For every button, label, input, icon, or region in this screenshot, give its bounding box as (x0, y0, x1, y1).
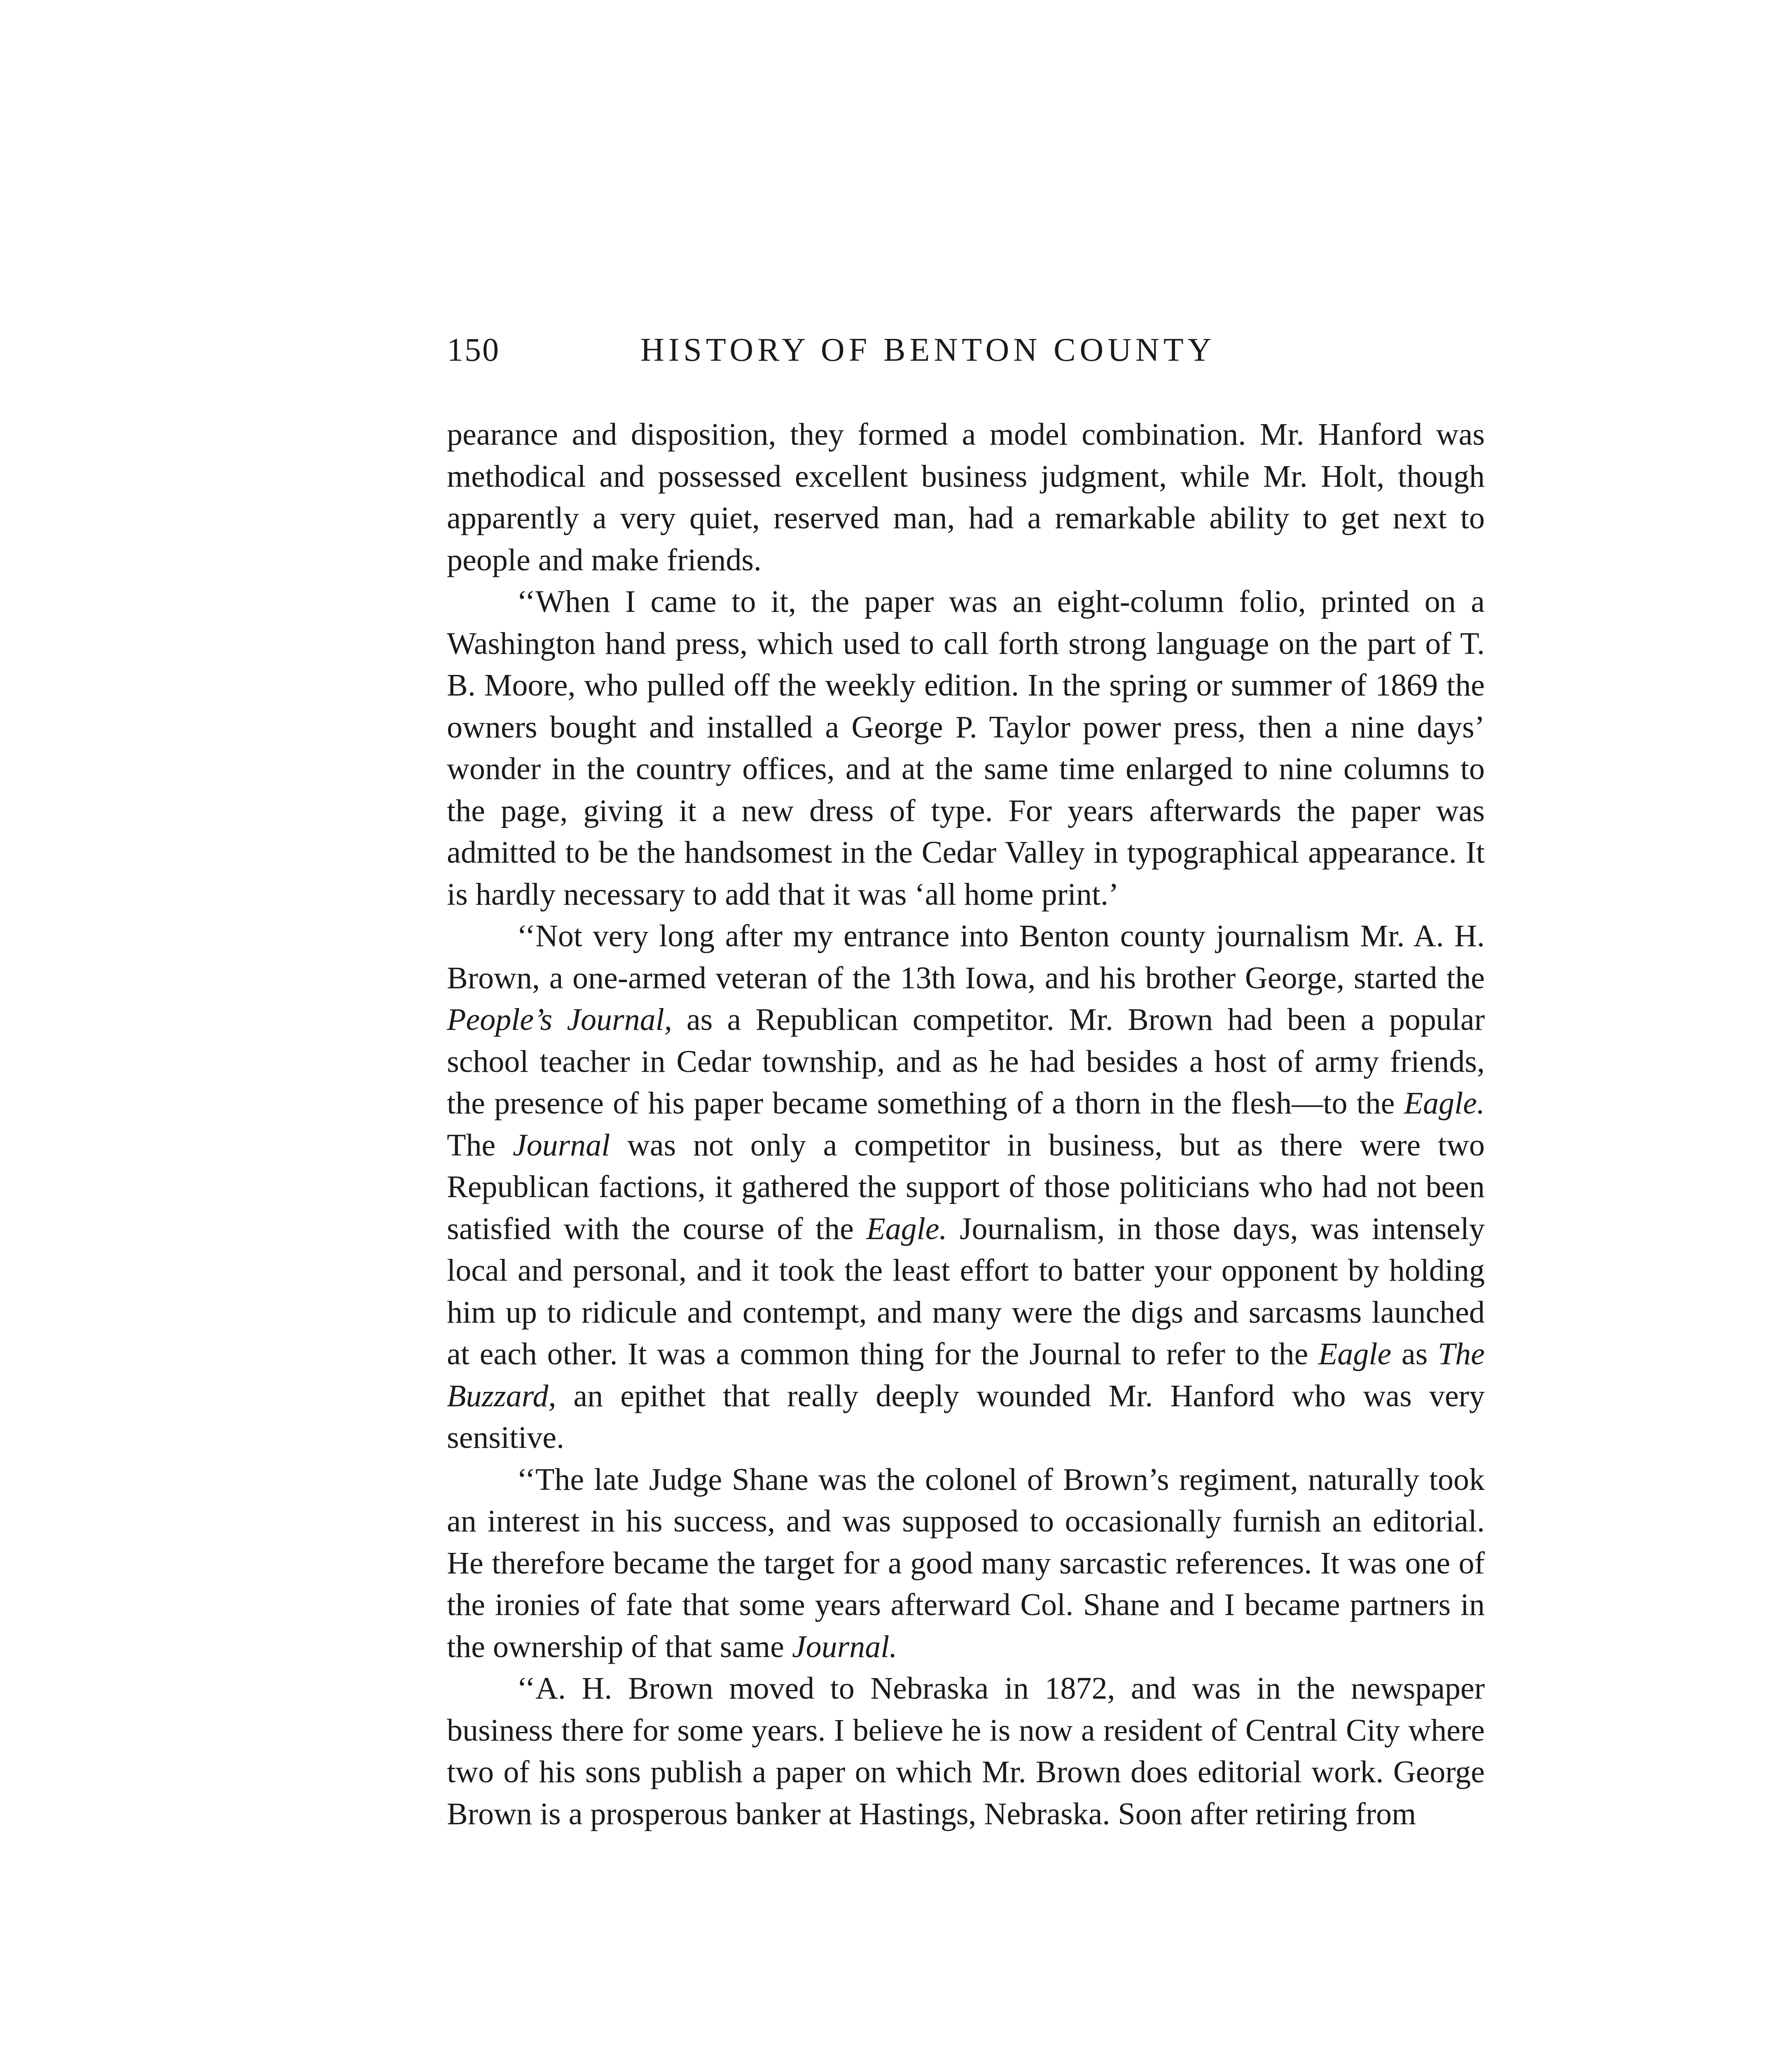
italic-title-eagle: Eagle (1318, 1337, 1392, 1371)
italic-title-journal: Journal. (792, 1629, 897, 1664)
italic-title-eagle: Eagle. (866, 1211, 947, 1246)
italic-title-peoples-journal: People’s Journal, (447, 1002, 672, 1037)
text-run: ‘‘When I came to it, the paper was an eight-column folio, printed on a Washington hand press, which used to call forth strong language on the part of T. B. Moore, who pulled off the weekly edition. In the spring or summer of 1869 the owners bought and installed a George P. Taylor power press, then a nine days’ wonder in the country offices, and at the same time enlarged to nine columns to the page, giving it a new dress of type. For years afterwards the paper was admitted to be the handsomest in the Cedar Valley in typographical appearance. It is hardly necessary to add that it was ‘all home print.’ (447, 584, 1485, 912)
italic-title-the-buzzard: The Buzzard, (447, 1337, 1485, 1413)
italic-title-eagle: Eagle. (1404, 1086, 1485, 1121)
text-run: as (1391, 1337, 1438, 1371)
paragraph-5 (447, 1668, 1485, 1835)
text-run: was not only a competitor in business, but as there were two Republican factions, it gathered the support of those politicians who had not been satisfied with the course of the (447, 1128, 1485, 1246)
text-run: ‘‘The late Judge Shane was the colonel of Brown’s regiment, naturally took an interest in his success, and was supposed to occasionally furnish an editorial. He therefore became the target for a good many sarcastic references. It was one of the ironies of fate that some years afterward Col. Shane and I became partners in the ownership of that same (447, 1462, 1485, 1664)
text-run: The (447, 1128, 513, 1163)
page-number: 150 (447, 332, 500, 368)
running-title: HISTORY OF BENTON COUNTY (640, 332, 1216, 368)
italic-title-journal: Journal (512, 1128, 610, 1163)
running-head (447, 325, 1485, 375)
text-run: pearance and disposition, they formed a model combination. Mr. Hanford was methodical and possessed excellent business judgment, while Mr. Holt, though apparently a very quiet, reserved man, had a remarkable ability to get next to people and make friends. (447, 417, 1485, 577)
text-run: Journalism, in those days, was intensely local and personal, and it took the least effort to batter your opponent by holding him up to ridicule and contempt, and many were the digs and sarcasms launched at each other. It was a common thing for the Journal to refer to the (447, 1211, 1485, 1371)
paragraph-3 (447, 915, 1485, 1459)
text-run: an epithet that really deeply wounded Mr. Hanford who was very sensitive. (447, 1378, 1485, 1455)
paragraph-4 (447, 1459, 1485, 1668)
body-text (447, 414, 1485, 1835)
text-run: ‘‘A. H. Brown moved to Nebraska in 1872, and was in the newspaper business there for some years. I believe he is now a resident of Central City where two of his sons publish a paper on which Mr. Brown does editorial work. George Brown is a prosperous banker at Hastings, Nebraska. Soon after retiring from (447, 1671, 1485, 1831)
text-run: ‘‘Not very long after my entrance into Benton county journalism Mr. A. H. Brown, a one-armed veteran of the 13th Iowa, and his brother George, started the (447, 919, 1485, 995)
paragraph-1 (447, 414, 1485, 581)
paragraph-2 (447, 581, 1485, 915)
text-run: as a Republican competitor. Mr. Brown had been a popular school teacher in Cedar township, and as he had besides a host of army friends, the presence of his paper became something of a thorn in the flesh—to the (447, 1002, 1485, 1121)
